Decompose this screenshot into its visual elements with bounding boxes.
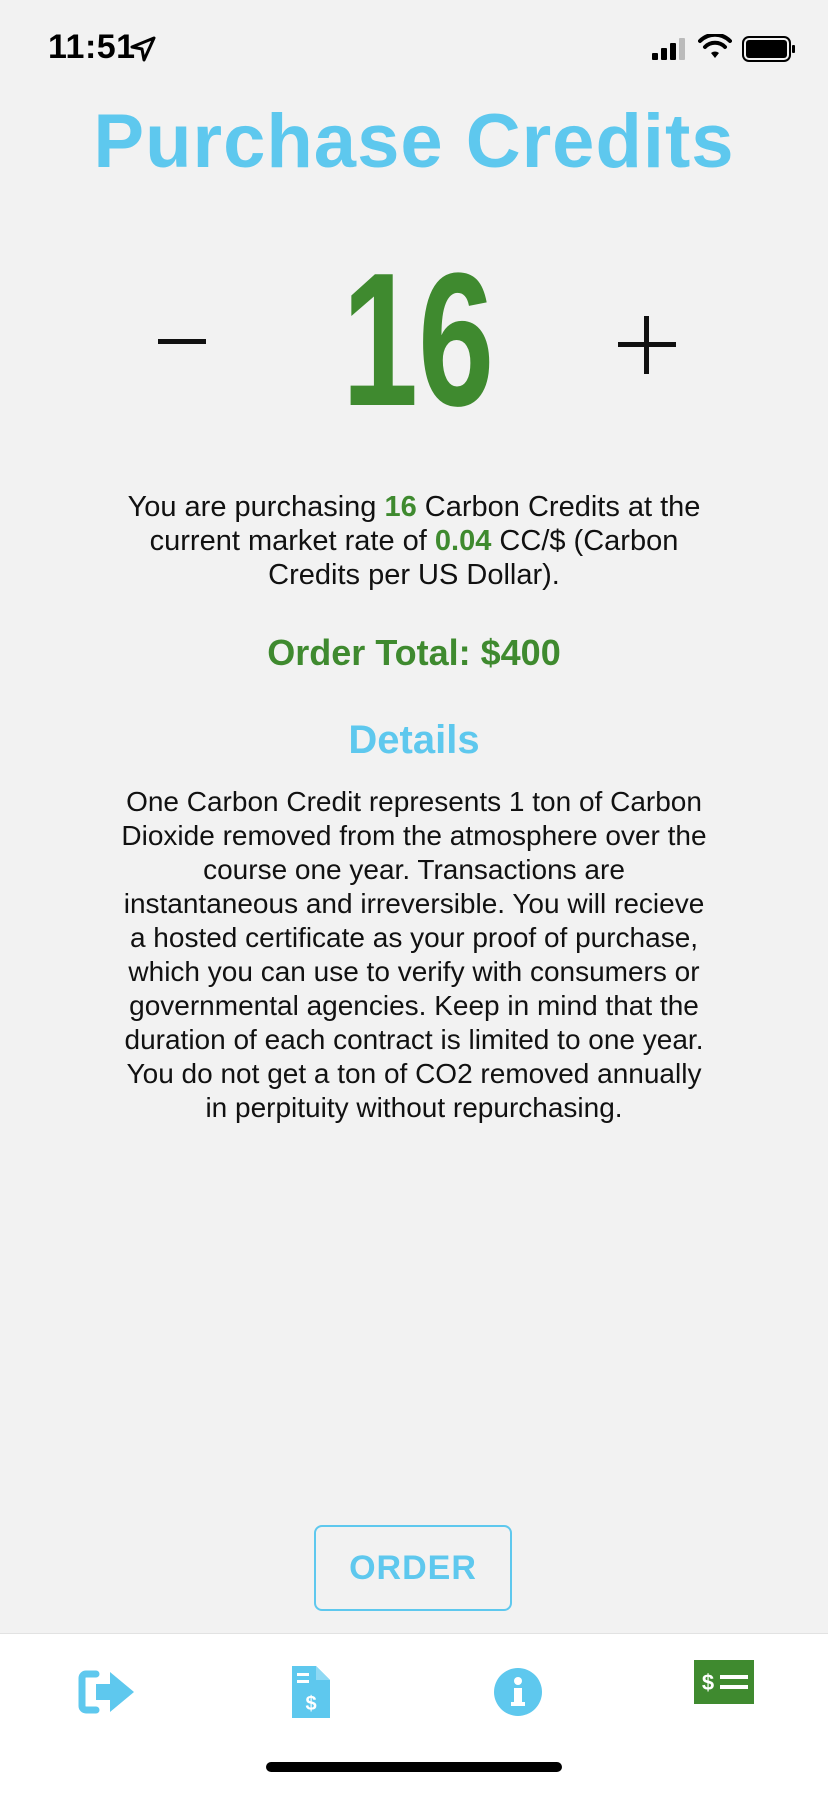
page-title: Purchase Credits <box>93 99 735 184</box>
summary-prefix: You are purchasing <box>127 491 385 523</box>
quantity-value: 16 <box>342 234 495 446</box>
minus-icon <box>158 339 206 344</box>
info-icon <box>488 1664 548 1720</box>
decrement-button[interactable] <box>150 316 214 366</box>
location-arrow-icon <box>130 36 156 62</box>
details-body: One Carbon Credit represents 1 ton of Carbon Dioxide removed from the atmosphere over the course one year. Transactions are instantaneous and irreversible. You will recieve a hosted certificate as your proof of purchase, which you can use to verify with consumers or governmental agencies. Keep in mind that the duration of each contract is limited to one year. You do not get a ton of CO2 removed annually in perpituity without repurchasing. <box>121 786 707 1123</box>
details-heading: Details <box>348 718 480 762</box>
order-button[interactable]: ORDER <box>314 1525 512 1611</box>
wifi-icon <box>698 34 732 60</box>
purchase-summary <box>110 490 718 592</box>
tab-invoice[interactable] <box>280 1664 340 1720</box>
logout-icon <box>78 1664 138 1720</box>
svg-text:$: $ <box>701 1670 715 1695</box>
increment-button[interactable] <box>612 310 682 380</box>
home-indicator <box>266 1762 562 1772</box>
cellular-signal-icon <box>652 38 688 60</box>
summary-middle: Carbon Credits at the current market rate of <box>149 491 701 557</box>
tab-logout[interactable] <box>78 1664 138 1720</box>
invoice-icon <box>280 1664 340 1720</box>
svg-text:$: $ <box>305 1693 317 1715</box>
status-bar <box>0 0 828 100</box>
status-time: 11:51 <box>48 28 136 66</box>
tab-purchase-credits[interactable] <box>694 1660 754 1716</box>
tab-info[interactable] <box>488 1664 548 1720</box>
summary-suffix: CC/$ (Carbon Credits per US Dollar). <box>268 525 679 591</box>
order-total: Order Total: $400 <box>267 632 561 673</box>
summary-quantity: 16 <box>384 491 417 523</box>
battery-icon <box>742 36 796 62</box>
summary-rate: 0.04 <box>434 525 492 557</box>
purchase-credits-icon <box>694 1660 754 1704</box>
quantity-stepper <box>0 234 828 446</box>
